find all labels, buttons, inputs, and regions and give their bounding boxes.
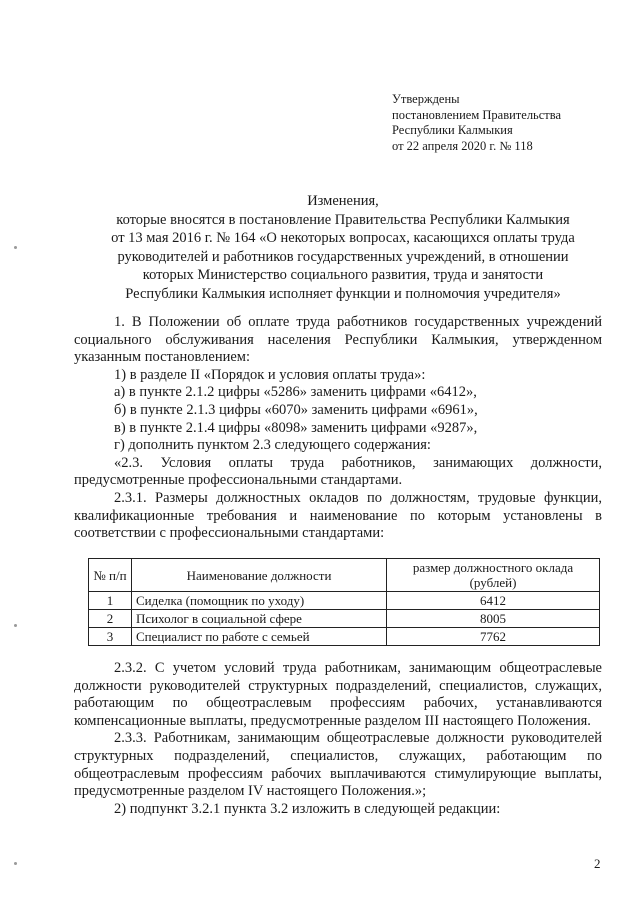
paragraph: в) в пункте 2.1.4 цифры «8098» заменить цифрами «9287», (114, 419, 478, 436)
cell-num: 3 (89, 628, 132, 646)
header-num: № п/п (89, 559, 132, 592)
cell-name: Сиделка (помощник по уходу) (132, 592, 387, 610)
cell-num: 2 (89, 610, 132, 628)
header-salary: размер должностного оклада (рублей) (387, 559, 600, 592)
title-line: руководителей и работников государственных учреждений, в отношении (117, 248, 569, 265)
cell-salary: 6412 (387, 592, 600, 610)
paragraph: 1. В Положении об оплате труда работников государственных учреждений социального обслуживания населения Республики Калмыкия, утвержденном указанным постановлением: (74, 314, 602, 366)
document-body (74, 314, 602, 543)
document-body-continued (74, 660, 602, 818)
document-title (70, 192, 616, 303)
paragraph: «2.3. Условия оплаты труда работников, занимающих должности, предусмотренные профессиональными стандартами. (74, 454, 602, 489)
header-name: Наименование должности (132, 559, 387, 592)
cell-name: Психолог в социальной сфере (132, 610, 387, 628)
title-line: которые вносятся в постановление Правительства Республики Калмыкия (116, 211, 570, 228)
approval-line: постановлением Правительства (392, 107, 562, 122)
approval-stamp (392, 92, 561, 154)
table-header-row (89, 559, 600, 592)
scan-speck (14, 246, 17, 249)
paragraph: 2) подпункт 3.2.1 пункта 3.2 изложить в следующей редакции: (114, 800, 501, 817)
approval-line: от 22 апреля 2020 г. № 118 (392, 138, 533, 153)
salary-table (88, 558, 600, 646)
paragraph: 2.3.2. С учетом условий труда работникам, занимающим общеотраслевые должности руководителей структурных подразделений, специалистов, служащих, работающим по общеотраслевым профессиям рабочих, устанавливаются компенсационные выплаты, предусмотренные разделом III настоящего Положения. (74, 660, 602, 729)
cell-salary: 8005 (387, 610, 600, 628)
title-line: от 13 мая 2016 г. № 164 «О некоторых вопросах, касающихся оплаты труда (111, 230, 575, 246)
title-line: Изменения, (307, 193, 379, 209)
table-row (89, 610, 600, 628)
paragraph: г) дополнить пунктом 2.3 следующего содержания: (114, 437, 431, 454)
paragraph: 2.3.1. Размеры должностных окладов по должностям, трудовые функции, квалификационные требования и наименование по которым установлены в соответствии с профессиональными стандартами: (74, 489, 602, 542)
scan-speck (14, 862, 17, 865)
page-number: 2 (594, 856, 601, 871)
paragraph: б) в пункте 2.1.3 цифры «6070» заменить цифрами «6961», (114, 401, 478, 418)
title-line: которых Министерство социального развития, труда и занятости (142, 267, 544, 283)
table-row (89, 592, 600, 610)
cell-num: 1 (89, 592, 132, 610)
paragraph: 1) в разделе II «Порядок и условия оплаты труда»: (114, 366, 426, 383)
approval-line: Республики Калмыкия (392, 123, 513, 137)
cell-salary: 7762 (387, 628, 600, 646)
table-row (89, 628, 600, 646)
paragraph: 2.3.3. Работникам, занимающим общеотраслевые должности руководителей структурных подразделений, специалистов, служащих, работающим по общеотраслевым профессиям рабочих выплачиваются стимулирующие выплаты, предусмотренные разделом IV настоящего Положения.»; (74, 730, 602, 800)
title-line: Республики Калмыкия исполняет функции и полномочия учредителя» (125, 285, 561, 302)
paragraph: а) в пункте 2.1.2 цифры «5286» заменить цифрами «6412», (114, 384, 477, 401)
approval-line: Утверждены (392, 92, 460, 106)
cell-name: Специалист по работе с семьей (132, 628, 387, 646)
scan-speck (14, 624, 17, 627)
